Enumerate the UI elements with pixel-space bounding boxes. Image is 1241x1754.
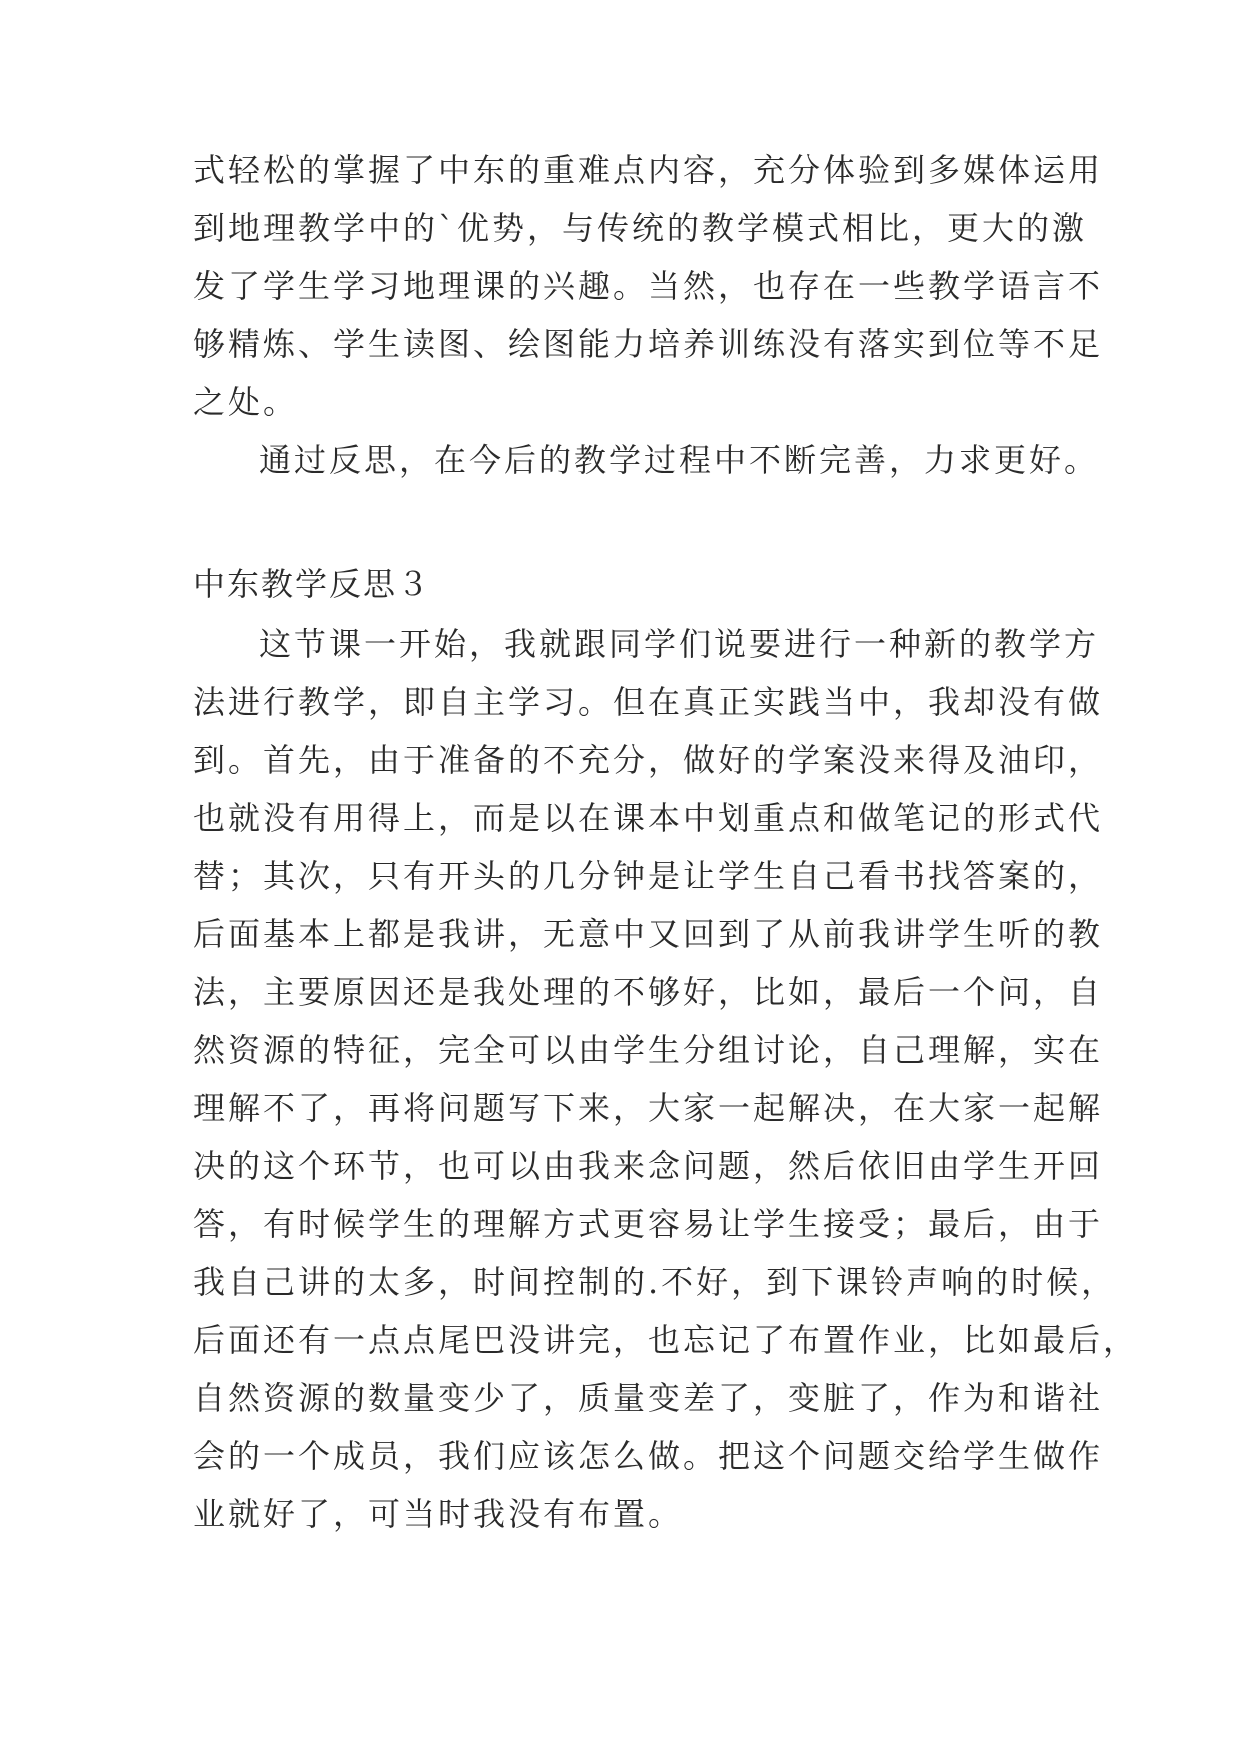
paragraph-line: 发了学生学习地理课的兴趣。当然，也存在一些教学语言不: [193, 267, 1104, 305]
paragraph-line: 这节课一开始，我就跟同学们说要进行一种新的教学方: [259, 625, 1100, 663]
paragraph-line: 决的这个环节，也可以由我来念问题，然后依旧由学生开回: [193, 1147, 1104, 1185]
paragraph-line: 替；其次，只有开头的几分钟是让学生自己看书找答案的，: [193, 857, 1104, 895]
paragraph-line: 我自己讲的太多，时间控制的.不好，到下课铃声响的时候，: [193, 1263, 1117, 1301]
paragraph-line: 也就没有用得上，而是以在课本中划重点和做笔记的形式代: [193, 799, 1104, 837]
section-heading: 中东教学反思３: [193, 565, 432, 603]
paragraph-line: 会的一个成员，我们应该怎么做。把这个问题交给学生做作: [193, 1437, 1104, 1475]
paragraph-line: 然资源的特征，完全可以由学生分组讨论，自己理解，实在: [193, 1031, 1104, 1069]
paragraph-line: 后面基本上都是我讲，无意中又回到了从前我讲学生听的教: [193, 915, 1104, 953]
paragraph-line: 到。首先，由于准备的不充分，做好的学案没来得及油印，: [193, 741, 1104, 779]
paragraph-line: 法进行教学，即自主学习。但在真正实践当中，我却没有做: [193, 683, 1104, 721]
paragraph-line: 之处。: [193, 383, 299, 421]
paragraph-line: 够精炼、学生读图、绘图能力培养训练没有落实到位等不足: [193, 325, 1104, 363]
paragraph-line: 业就好了，可当时我没有布置。: [193, 1495, 684, 1533]
closing-paragraph: 通过反思，在今后的教学过程中不断完善，力求更好。: [259, 441, 1100, 479]
paragraph-line: 式轻松的掌握了中东的重难点内容，充分体验到多媒体运用: [193, 151, 1104, 189]
paragraph-line: 理解不了，再将问题写下来，大家一起解决，在大家一起解: [193, 1089, 1104, 1127]
paragraph-line: 后面还有一点点尾巴没讲完，也忘记了布置作业，比如最后，: [193, 1321, 1139, 1359]
paragraph-line: 法，主要原因还是我处理的不够好，比如，最后一个问，自: [193, 973, 1104, 1011]
paragraph-line: 答，有时候学生的理解方式更容易让学生接受；最后，由于: [193, 1205, 1104, 1243]
paragraph-line: 自然资源的数量变少了，质量变差了，变脏了，作为和谐社: [193, 1379, 1104, 1417]
paragraph-line: 到地理教学中的`优势，与传统的教学模式相比，更大的激: [193, 209, 1088, 247]
